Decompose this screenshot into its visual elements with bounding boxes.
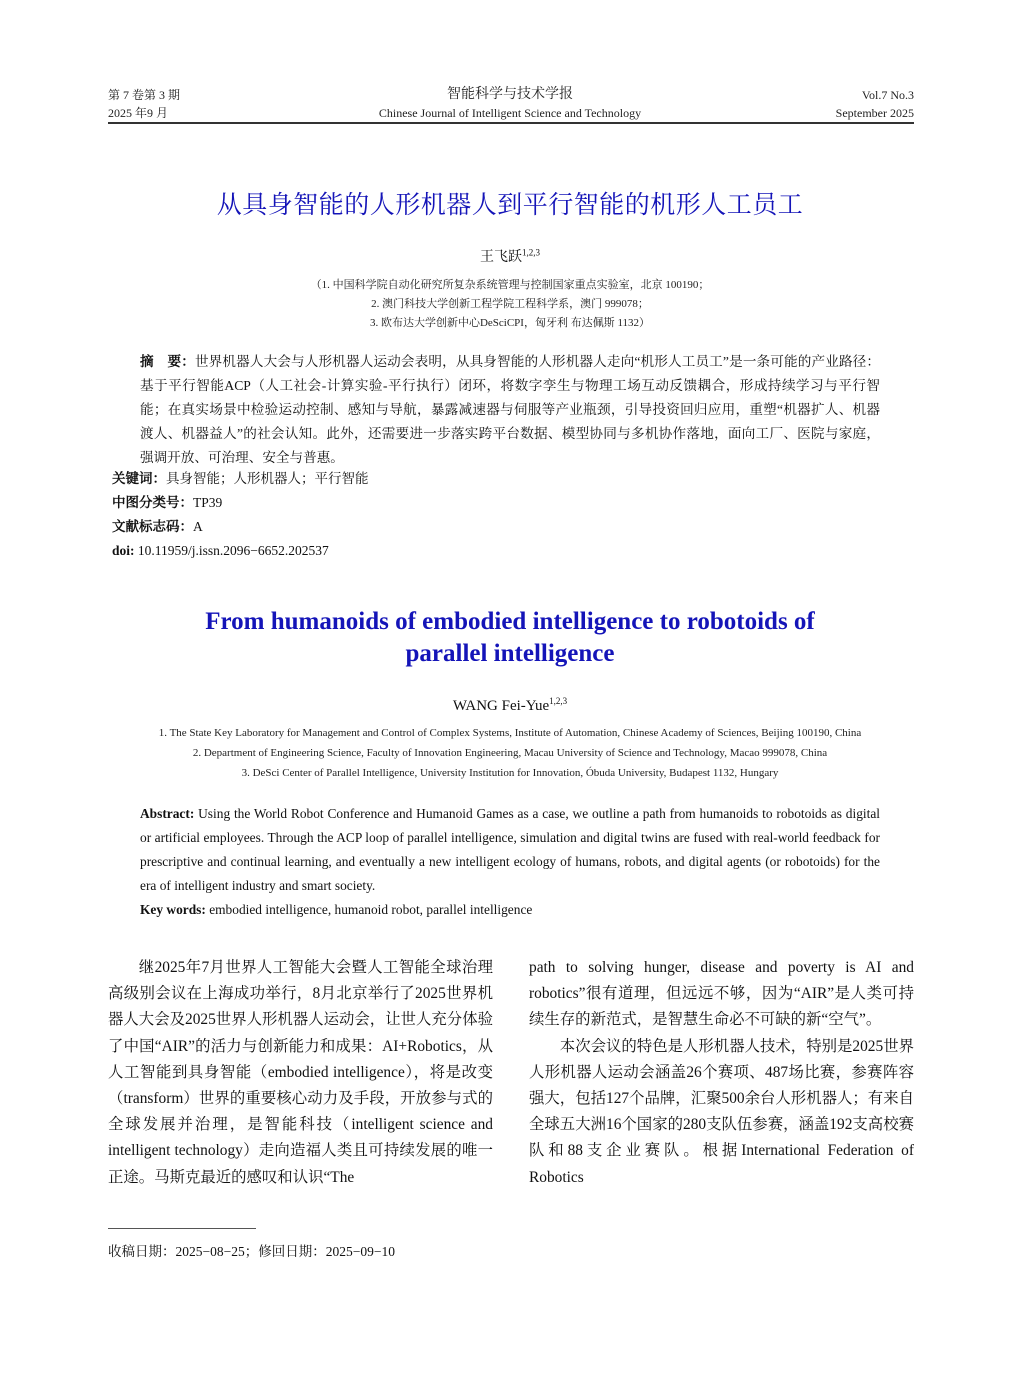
title-en-line-1: From humanoids of embodied intelligence to robotoids of (205, 608, 815, 635)
header-volume: 第 7 卷第 3 期 (108, 88, 181, 102)
revised-label: 修回日期： (258, 1244, 326, 1260)
author-name-cn: 王飞跃 (480, 250, 522, 265)
title-en (0, 606, 1020, 670)
header-vol-en: Vol.7 No.3 (861, 88, 914, 102)
doi-label: doi: (112, 543, 135, 558)
document-code-value: A (193, 519, 203, 534)
keywords-en (140, 898, 880, 922)
affiliation-en-1: 1. The State Key Laboratory for Management and Control of Complex Systems, Institute of Automation, Chinese Academy of Sciences, Beijing 100190, China (158, 727, 862, 739)
header-date-en: September 2025 (835, 106, 914, 120)
affiliation-cn-1: （1. 中国科学院自动化研究所复杂系统管理与控制国家重点实验室，北京 100190； (310, 279, 710, 291)
footnote-rule (108, 1228, 256, 1229)
body-paragraph-2: 本次会议的特色是人形机器人技术，特别是2025世界人形机器人运动会涵盖26个赛项、487场比赛，参赛阵容强大，包括127个品牌，汇聚500余台人形机器人；有来自全球五大洲16个国家的280支队伍参赛，涵盖192支高校赛队和88支企业赛队。根据International Federation of Robotics (529, 1037, 914, 1186)
received-date: 2025−08−25 (175, 1244, 245, 1259)
abstract-en-label: Abstract: (140, 806, 195, 821)
abstract-en-text: Using the World Robot Conference and Humanoid Games as a case, we outline a path from humanoids to robotoids as digital or artificial employees. Through the ACP loop of parallel intelligence, simulation and digital twins are fused with real-world feedback for prescriptive and continual learning, and eventually a new intelligent ecology of humans, robots, and digital agents (or robotoids) for the era of intelligent industry and smart society. (140, 806, 880, 893)
document-code (112, 515, 203, 540)
abstract-cn-label: 摘 要： (140, 354, 195, 370)
clc-label: 中图分类号： (112, 495, 193, 511)
abstract-cn-text: 世界机器人大会与人形机器人运动会表明，从具身智能的人形机器人走向“机形人工员工”是一条可能的产业路径：基于平行智能ACP（人工社会-计算实验-平行执行）闭环，将数字孪生与物理工场互动反馈耦合，形成持续学习与平行智能；在真实场景中检验运动控制、感知与导航，暴露减速器与伺服等产业瓶颈，引导投资回归应用，重塑“机器扩人、机器渡人、机器益人”的社会认知。此外，还需要进一步落实跨平台数据、模型协同与多机协作落地，面向工厂、医院与家庭，强调开放、可治理、安全与普惠。 (140, 354, 880, 465)
title-en-line-2: parallel intelligence (405, 640, 615, 667)
journal-name-cn: 智能科学与技术学报 (447, 86, 573, 102)
affiliation-en-2: 2. Department of Engineering Science, Faculty of Innovation Engineering, Macau University of Science and Technology, Macao 999078, China (192, 747, 828, 759)
author-name-en: WANG Fei-Yue (452, 698, 550, 714)
author-sup-cn: 1,2,3 (522, 247, 540, 258)
keywords-en-text: embodied intelligence, humanoid robot, parallel intelligence (209, 902, 533, 917)
footnote-separator: ； (244, 1244, 259, 1260)
header-vol-no (836, 86, 914, 122)
author-cn (0, 246, 1020, 266)
keywords-cn-label: 关键词： (112, 471, 166, 487)
doi (112, 539, 329, 563)
document-code-label: 文献标志码： (112, 519, 193, 535)
body-right-column (529, 955, 914, 1191)
header-rule (108, 122, 914, 124)
clc-value: TP39 (193, 495, 223, 510)
revised-date: 2025−09−10 (325, 1244, 395, 1259)
doi-link[interactable]: 10.11959/j.issn.2096−6652.202537 (137, 543, 329, 558)
abstract-cn (140, 350, 880, 470)
keywords-en-label: Key words: (140, 902, 206, 917)
received-label: 收稿日期： (108, 1244, 176, 1260)
author-sup-en: 1,2,3 (549, 696, 568, 706)
header-date-cn: 2025 年9 月 (108, 106, 169, 120)
body-left-column (108, 955, 493, 1191)
clc-number (112, 491, 222, 516)
affiliation-cn-3: 3. 欧布达大学创新中心DeSciCPI，匈牙利 布达佩斯 1132） (369, 317, 651, 329)
keywords-cn-text: 具身智能；人形机器人；平行智能 (166, 471, 369, 486)
abstract-en (140, 802, 880, 922)
title-cn: 从具身智能的人形机器人到平行智能的机形人工员工 (216, 190, 804, 219)
author-en (0, 698, 1020, 715)
body-paragraph-1: 继2025年7月世界人工智能大会暨人工智能全球治理高级别会议在上海成功举行，8月北京举行了2025世界机器人大会及2025世界人形机器人运动会，让世人充分体验了中国“AIR”的活力与创新能力和成果：AI+Robotics，从人工智能到具身智能（embodied intelligence），将是改变（transform）世界的重要核心动力及手段，开放参与式的全球发展并治理，是智能科技（intelligent science and intelligent technology）走向造福人类且可持续发展的唯一正途。马斯克最近的感叹和认识“The (108, 959, 493, 1186)
keywords-cn (112, 467, 369, 492)
body-paragraph-1-cont: path to solving hunger, disease and poverty is AI and robotics”很有道理，但远远不够，因为“AIR”是人类可持续生存的新范式，是智慧生命必不可缺的新“空气”。 (529, 959, 914, 1029)
affiliation-cn-2: 2. 澳门科技大学创新工程学院工程科学系，澳门 999078； (371, 298, 649, 310)
journal-name-en: Chinese Journal of Intelligent Science and Technology (378, 106, 642, 120)
footnote-dates (108, 1240, 395, 1260)
affiliation-en-3: 3. DeSci Center of Parallel Intelligence, University Institution for Innovation, Óbuda University, Budapest 1132, Hungary (241, 767, 779, 779)
